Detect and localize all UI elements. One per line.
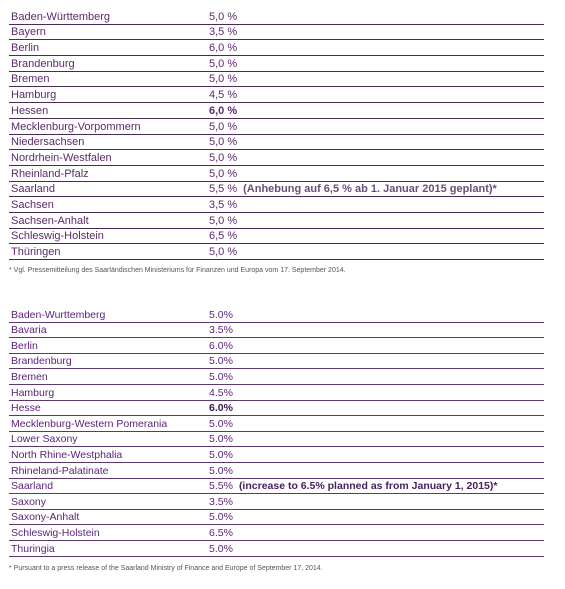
tax-rate: 6,0 % bbox=[209, 104, 238, 117]
footnote-english: * Pursuant to a press release of the Saarland Ministry of Finance and Europe of September 17, 2014. bbox=[9, 565, 323, 572]
tax-rate: 5,0 % bbox=[209, 214, 238, 227]
state-name: Hesse bbox=[11, 402, 41, 415]
table-row bbox=[9, 510, 544, 526]
tax-rate: 3,5 % bbox=[209, 26, 238, 39]
state-name: Baden-Wurttemberg bbox=[11, 308, 106, 321]
state-name: Schleswig-Holstein bbox=[11, 230, 104, 243]
state-name: Thuringia bbox=[11, 542, 55, 555]
tax-rate: 6,5 % bbox=[209, 230, 238, 243]
table-row bbox=[9, 56, 544, 72]
tax-rate: 5.0% bbox=[209, 308, 233, 321]
table-row bbox=[9, 119, 544, 135]
state-name: Bremen bbox=[11, 370, 48, 383]
table-row bbox=[9, 541, 544, 557]
tax-rate-table-german bbox=[9, 9, 544, 260]
tax-rate: 6,0 % bbox=[209, 42, 238, 55]
state-name: Niedersachsen bbox=[11, 136, 85, 149]
state-name: Brandenburg bbox=[11, 57, 75, 70]
state-name: Saarland bbox=[11, 480, 54, 493]
state-name: Rhineland-Palatinate bbox=[11, 464, 109, 477]
state-name: Lower Saxony bbox=[11, 433, 78, 446]
state-name: Baden-Württemberg bbox=[11, 10, 111, 23]
table-row bbox=[9, 150, 544, 166]
state-name: Berlin bbox=[11, 42, 40, 55]
state-name: Hessen bbox=[11, 104, 49, 117]
table-row bbox=[9, 385, 544, 401]
table-row bbox=[9, 9, 544, 25]
table-row bbox=[9, 307, 544, 323]
tax-rate: 5,0 % bbox=[209, 120, 238, 133]
table-row bbox=[9, 447, 544, 463]
table-row bbox=[9, 323, 544, 339]
tax-rate: 5.0% bbox=[209, 355, 233, 368]
table-row bbox=[9, 40, 544, 56]
table-row bbox=[9, 463, 544, 479]
tax-rate: 5.0% bbox=[209, 448, 233, 461]
tax-rate: 3.5% bbox=[209, 495, 233, 508]
table-row bbox=[9, 244, 544, 260]
table-row bbox=[9, 87, 544, 103]
tax-rate: 5,0 % bbox=[209, 246, 238, 258]
table-row bbox=[9, 135, 544, 151]
tax-rate: 5,0 % bbox=[209, 167, 238, 180]
tax-rate: 5,5 % (Anhebung auf 6,5 % ab 1. Januar 2015 geplant)* bbox=[209, 183, 497, 196]
tax-rate: 5,0 % bbox=[209, 10, 238, 23]
tax-rate-table-english bbox=[9, 307, 544, 557]
table-row bbox=[9, 25, 544, 41]
state-name: North Rhine-Westphalia bbox=[11, 448, 123, 461]
table-row bbox=[9, 103, 544, 119]
state-name: Mecklenburg-Western Pomerania bbox=[11, 417, 168, 430]
tax-rate: 3.5% bbox=[209, 324, 233, 337]
state-name: Hamburg bbox=[11, 89, 57, 102]
tax-rate: 6.0% bbox=[209, 339, 233, 352]
state-name: Bavaria bbox=[11, 324, 47, 337]
state-name: Thüringen bbox=[11, 246, 61, 258]
table-row bbox=[9, 182, 544, 198]
table-row bbox=[9, 338, 544, 354]
table-row bbox=[9, 354, 544, 370]
tax-rate: 5.5% (increase to 6.5% planned as from January 1, 2015)* bbox=[209, 480, 498, 493]
state-name: Saxony-Anhalt bbox=[11, 511, 80, 524]
state-name: Brandenburg bbox=[11, 355, 72, 368]
tax-rate: 5,0 % bbox=[209, 73, 238, 86]
tax-rate: 6.5% bbox=[209, 526, 233, 539]
tax-rate: 5,0 % bbox=[209, 151, 238, 164]
tax-rate: 5.0% bbox=[209, 464, 233, 477]
tax-rate: 3,5 % bbox=[209, 198, 238, 211]
table-row bbox=[9, 213, 544, 229]
state-name: Rheinland-Pfalz bbox=[11, 167, 89, 180]
table-row bbox=[9, 197, 544, 213]
state-name: Bayern bbox=[11, 26, 46, 39]
tax-rate: 5,0 % bbox=[209, 57, 238, 70]
state-name: Saxony bbox=[11, 495, 47, 508]
state-name: Bremen bbox=[11, 73, 50, 86]
rate-note: (Anhebung auf 6,5 % ab 1. Januar 2015 geplant)* bbox=[243, 183, 497, 196]
state-name: Schleswig-Holstein bbox=[11, 526, 100, 539]
tax-rate: 5.0% bbox=[209, 511, 233, 524]
state-name: Berlin bbox=[11, 339, 38, 352]
state-name: Hamburg bbox=[11, 386, 55, 399]
table-row bbox=[9, 525, 544, 541]
tax-rate: 4,5 % bbox=[209, 89, 238, 102]
tax-rate: 4.5% bbox=[209, 386, 233, 399]
rate-note: (increase to 6.5% planned as from January 1, 2015)* bbox=[238, 480, 498, 493]
table-row bbox=[9, 72, 544, 88]
table-row bbox=[9, 166, 544, 182]
tax-rate: 5.0% bbox=[209, 370, 233, 383]
state-name: Sachsen bbox=[11, 198, 54, 211]
state-name: Saarland bbox=[11, 183, 56, 196]
tax-rate: 5.0% bbox=[209, 542, 233, 555]
tax-rate: 5.0% bbox=[209, 433, 233, 446]
tax-rate: 6.0% bbox=[209, 402, 233, 415]
table-row bbox=[9, 229, 544, 245]
state-name: Nordrhein-Westfalen bbox=[11, 151, 112, 164]
state-name: Mecklenburg-Vorpommern bbox=[11, 120, 141, 133]
tax-rate: 5,0 % bbox=[209, 136, 238, 149]
table-row bbox=[9, 416, 544, 432]
table-row bbox=[9, 479, 544, 495]
tax-rate: 5.0% bbox=[209, 417, 233, 430]
table-row bbox=[9, 432, 544, 448]
state-name: Sachsen-Anhalt bbox=[11, 214, 89, 227]
table-row bbox=[9, 494, 544, 510]
table-row bbox=[9, 369, 544, 385]
table-row bbox=[9, 401, 544, 417]
footnote-german: * Vgl. Pressemitteilung des Saarländischen Ministeriums für Finanzen und Europa vom 17. September 2014. bbox=[9, 267, 346, 274]
